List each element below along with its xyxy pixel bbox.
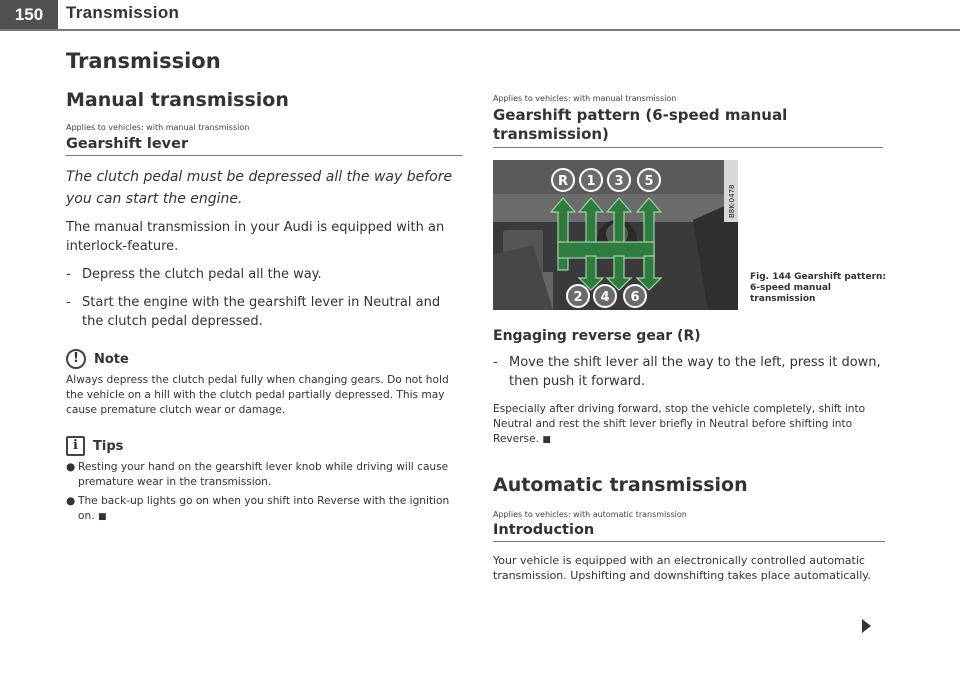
tip-item: ● The back-up lights go on when you shift into Reverse with the ignition on. ■ xyxy=(66,495,450,522)
svg-text:2: 2 xyxy=(573,290,583,305)
tip-item: ● Resting your hand on the gearshift lever knob while driving will cause premature wear in the transmission. xyxy=(66,461,449,488)
figure-code: B8K-0478 xyxy=(728,184,736,218)
gearshift-pattern-figure xyxy=(493,160,738,310)
gear-label-top xyxy=(552,169,574,191)
note-text: Always depress the clutch pedal fully when changing gears. Do not hold the vehicle on a hill with the clutch pedal partially depressed. This may cause premature clutch wear or damage. xyxy=(66,374,449,416)
svg-text:4: 4 xyxy=(600,290,610,305)
exclamation-icon: ! xyxy=(66,349,86,369)
applies-note: Applies to vehicles: with manual transmission xyxy=(493,94,677,103)
gear-label-bottom xyxy=(624,285,646,307)
running-header: Transmission xyxy=(66,3,180,22)
step-item: - Depress the clutch pedal all the way. xyxy=(66,267,322,282)
left-column xyxy=(66,49,462,525)
page-title: Transmission xyxy=(66,49,221,73)
gear-label-top xyxy=(638,169,660,191)
automatic-transmission-heading: Automatic transmission xyxy=(493,474,748,496)
page-number: 150 xyxy=(0,0,58,30)
info-icon: i xyxy=(66,436,85,456)
gearshift-lever-heading: Gearshift lever xyxy=(66,136,462,156)
gearshift-pattern-heading: Gearshift pattern (6-speed manual transmission) xyxy=(493,106,883,148)
reverse-gear-heading: Engaging reverse gear (R) xyxy=(493,328,701,344)
manual-transmission-heading: Manual transmission xyxy=(66,89,289,111)
gearshift-illustration xyxy=(493,160,738,310)
gear-label-bottom xyxy=(594,285,616,307)
gear-label-bottom xyxy=(567,285,589,307)
figure-caption: Fig. 144 Gearshift pattern: 6-speed manual transmission xyxy=(750,272,887,304)
header-rule xyxy=(0,29,960,31)
svg-text:5: 5 xyxy=(644,174,654,189)
svg-text:3: 3 xyxy=(614,174,624,189)
tips-heading: i Tips xyxy=(66,436,462,456)
note-heading: ! Note xyxy=(66,349,462,369)
reverse-step: - Move the shift lever all the way to the left, press it down, then push it forward. xyxy=(493,355,881,389)
svg-text:6: 6 xyxy=(630,290,640,305)
gear-label-top xyxy=(580,169,602,191)
introduction-heading: Introduction xyxy=(493,522,885,542)
right-column-top xyxy=(493,94,883,148)
applies-note: Applies to vehicles: with manual transmission xyxy=(66,123,250,132)
reverse-paragraph: Especially after driving forward, stop the vehicle completely, shift into Neutral and rest the shift lever briefly in Neutral before shifting into Reverse. ■ xyxy=(493,403,866,445)
introduction-paragraph: Your vehicle is equipped with an electronically controlled automatic transmission. Upshifting and downshifting takes place automatically. xyxy=(493,554,871,582)
gear-label-top xyxy=(608,169,630,191)
step-item: - Start the engine with the gearshift lever in Neutral and the clutch pedal depressed. xyxy=(66,295,441,329)
intro-paragraph: The manual transmission in your Audi is equipped with an interlock-feature. xyxy=(66,220,445,254)
svg-text:R: R xyxy=(557,174,569,189)
continue-arrow-icon xyxy=(862,619,871,633)
applies-note: Applies to vehicles: with automatic transmission xyxy=(493,510,687,519)
right-column-bottom xyxy=(493,328,885,583)
lead-text: The clutch pedal must be depressed all the way before you can start the engine. xyxy=(66,169,453,207)
svg-text:1: 1 xyxy=(586,174,596,189)
